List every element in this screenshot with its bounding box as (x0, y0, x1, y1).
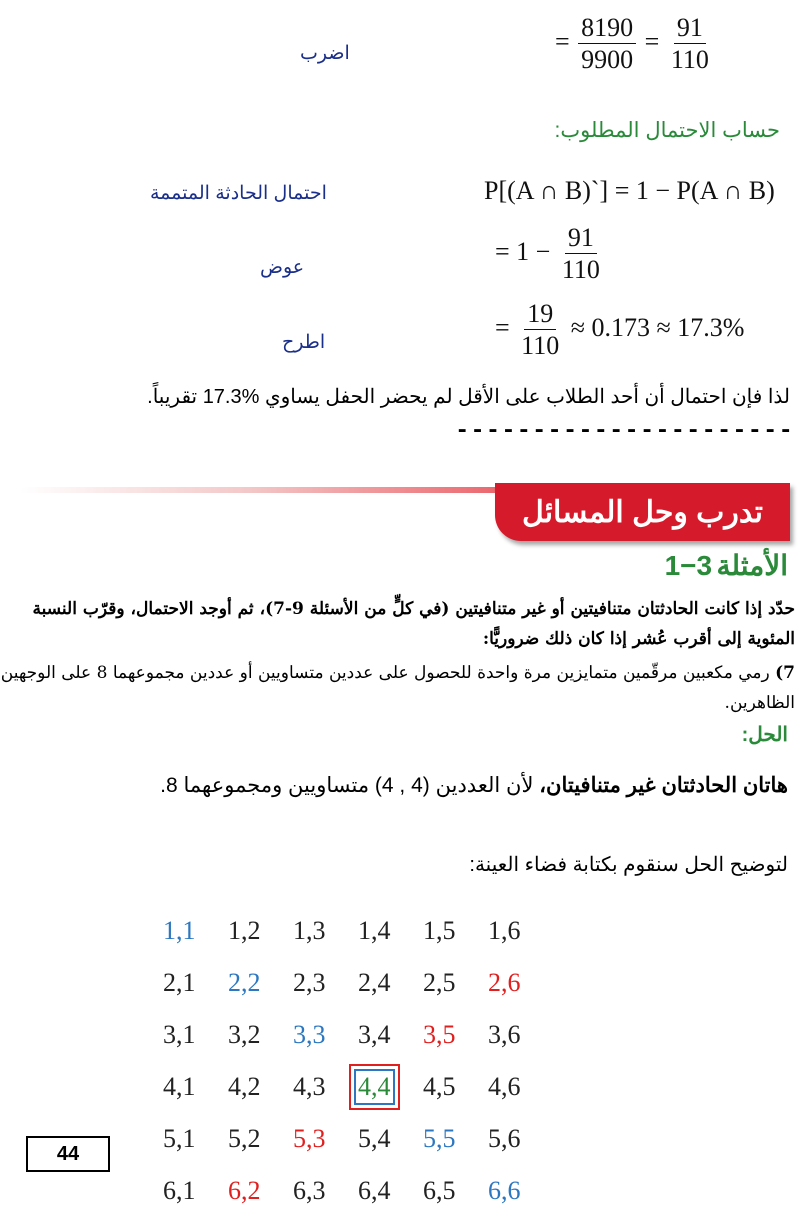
sample-space-cell: 1,2 (228, 916, 261, 945)
separator-dashes: ---------------------- (455, 418, 794, 445)
sample-space-intro: لتوضيح الحل سنقوم بكتابة فضاء العينة: (469, 854, 788, 876)
sample-space-cell: 4,6 (488, 1072, 521, 1101)
step-note-multiply: اضرب (300, 43, 350, 64)
question-text: رمي مكعبين مرقّمين متمايزين مرة واحدة للحصول على عددين متساويين أو عددين مجموعهما 8 على الوجهين الظاهرين. (0, 663, 795, 713)
sample-space-cell: 4,2 (228, 1072, 261, 1101)
sample-space-cell: 1,5 (423, 916, 456, 945)
step-note-complement: احتمال الحادثة المتممة (150, 183, 327, 204)
sample-space-cell: 5,1 (163, 1124, 196, 1153)
sample-space-cell: 4,5 (423, 1072, 456, 1101)
sample-space-cell: 4,1 (163, 1072, 196, 1101)
substitute-equation (495, 224, 605, 284)
sample-space-cell: 2,4 (358, 968, 391, 997)
equals-sign: = (644, 26, 660, 56)
sample-space-cell: 2,6 (488, 968, 521, 997)
sample-space-cell: 6,3 (293, 1176, 326, 1205)
sample-space-row (163, 957, 553, 1009)
sample-space-row (163, 1009, 553, 1061)
highlighted-outcome: 4,4 (358, 1072, 391, 1102)
examples-heading-label: الأمثلة (716, 550, 788, 581)
page-number: 44 (26, 1136, 110, 1172)
question-7 (0, 658, 795, 718)
sample-space-row (163, 1061, 553, 1113)
sample-space-cell: 3,6 (488, 1020, 521, 1049)
numerator: 91 (565, 224, 597, 254)
sample-space-cell: 2,3 (293, 968, 326, 997)
sample-space-cell: 3,3 (293, 1020, 326, 1049)
sample-space-cell: 5,2 (228, 1124, 261, 1153)
step-note-subtract: اطرح (282, 332, 326, 353)
answer-bold: هاتان الحادثتان غير متنافيتان، (539, 774, 788, 797)
equals-sign: = (555, 26, 570, 56)
sample-space-cell: 6,5 (423, 1176, 456, 1205)
sample-space-cell: 6,2 (228, 1176, 261, 1205)
sample-space-grid (163, 905, 553, 1217)
sample-space-cell: 3,1 (163, 1020, 196, 1049)
solution-label: الحل: (741, 724, 788, 746)
sample-space-cell: 1,3 (293, 916, 326, 945)
section-banner (495, 483, 790, 541)
sample-space-row (163, 1113, 553, 1165)
denominator: 110 (521, 331, 560, 361)
sample-space-cell: 1,6 (488, 916, 521, 945)
sample-space-cell: 4,3 (293, 1072, 326, 1101)
sample-space-cell: 3,2 (228, 1020, 261, 1049)
sample-space-cell: 5,6 (488, 1124, 521, 1153)
numerator: 19 (524, 300, 556, 330)
highlight-box-inner (354, 1069, 395, 1105)
sample-space-cell: 2,1 (163, 968, 196, 997)
sample-space-row (163, 1165, 553, 1217)
fraction-91-110 (559, 224, 603, 284)
denominator: 110 (561, 255, 600, 285)
approximation: ≈ 0.173 ≈ 17.3% (570, 312, 745, 342)
sample-space-cell (358, 1072, 423, 1102)
sample-space-cell: 3,5 (423, 1020, 456, 1049)
question-number: 7) (775, 663, 795, 683)
subtract-equation (495, 300, 744, 360)
sample-space-cell: 1,1 (163, 916, 196, 945)
fraction-19-110 (518, 300, 562, 360)
fraction-8190-9900 (578, 14, 636, 74)
denominator: 110 (670, 45, 709, 75)
numerator: 8190 (578, 14, 636, 44)
required-probability-heading: حساب الاحتمال المطلوب: (554, 119, 780, 142)
sample-space-cell: 6,4 (358, 1176, 391, 1205)
step1-equation (555, 14, 714, 74)
sample-space-cell: 6,1 (163, 1176, 196, 1205)
sample-space-cell: 2,2 (228, 968, 261, 997)
denominator: 9900 (581, 45, 634, 75)
sample-space-cell: 2,5 (423, 968, 456, 997)
sample-space-cell: 5,5 (423, 1124, 456, 1153)
sample-space-row (163, 905, 553, 957)
sample-space-cell: 1,4 (358, 916, 391, 945)
answer-text (8, 773, 788, 798)
examples-heading (665, 549, 788, 582)
step-note-substitute: عوض (260, 257, 305, 278)
complement-equation: P[(A ∩ B)`] = 1 − P(A ∩ B) (484, 176, 775, 205)
instructions-text: حدّد إذا كانت الحادثتان متنافيتين أو غير متنافيتين (في كلٍّ من الأسئلة 9-7)، ثم أوجد الاحتمال، وقرّب النسبة المئوية إلى أقرب عُشر إذا كان ذلك ضروريًّا: (32, 599, 795, 649)
sample-space-cell: 5,3 (293, 1124, 326, 1153)
numerator: 91 (674, 14, 706, 44)
fraction-91-110 (668, 14, 712, 74)
banner-title: تدرب وحل المسائل (521, 495, 764, 529)
lead-expression: = 1 − (495, 236, 551, 266)
answer-rest: لأن العددين (4 , 4) متساويين ومجموعهما 8. (160, 774, 534, 797)
lead-expression: = (495, 312, 510, 342)
sample-space-cell: 3,4 (358, 1020, 391, 1049)
conclusion-text: لذا فإن احتمال أن أحد الطلاب على الأقل لم يحضر الحفل يساوي %17.3 تقريباً. (147, 386, 790, 408)
sample-space-cell: 5,4 (358, 1124, 391, 1153)
examples-range: 1−3 (664, 550, 713, 581)
sample-space-cell: 6,6 (488, 1176, 521, 1205)
